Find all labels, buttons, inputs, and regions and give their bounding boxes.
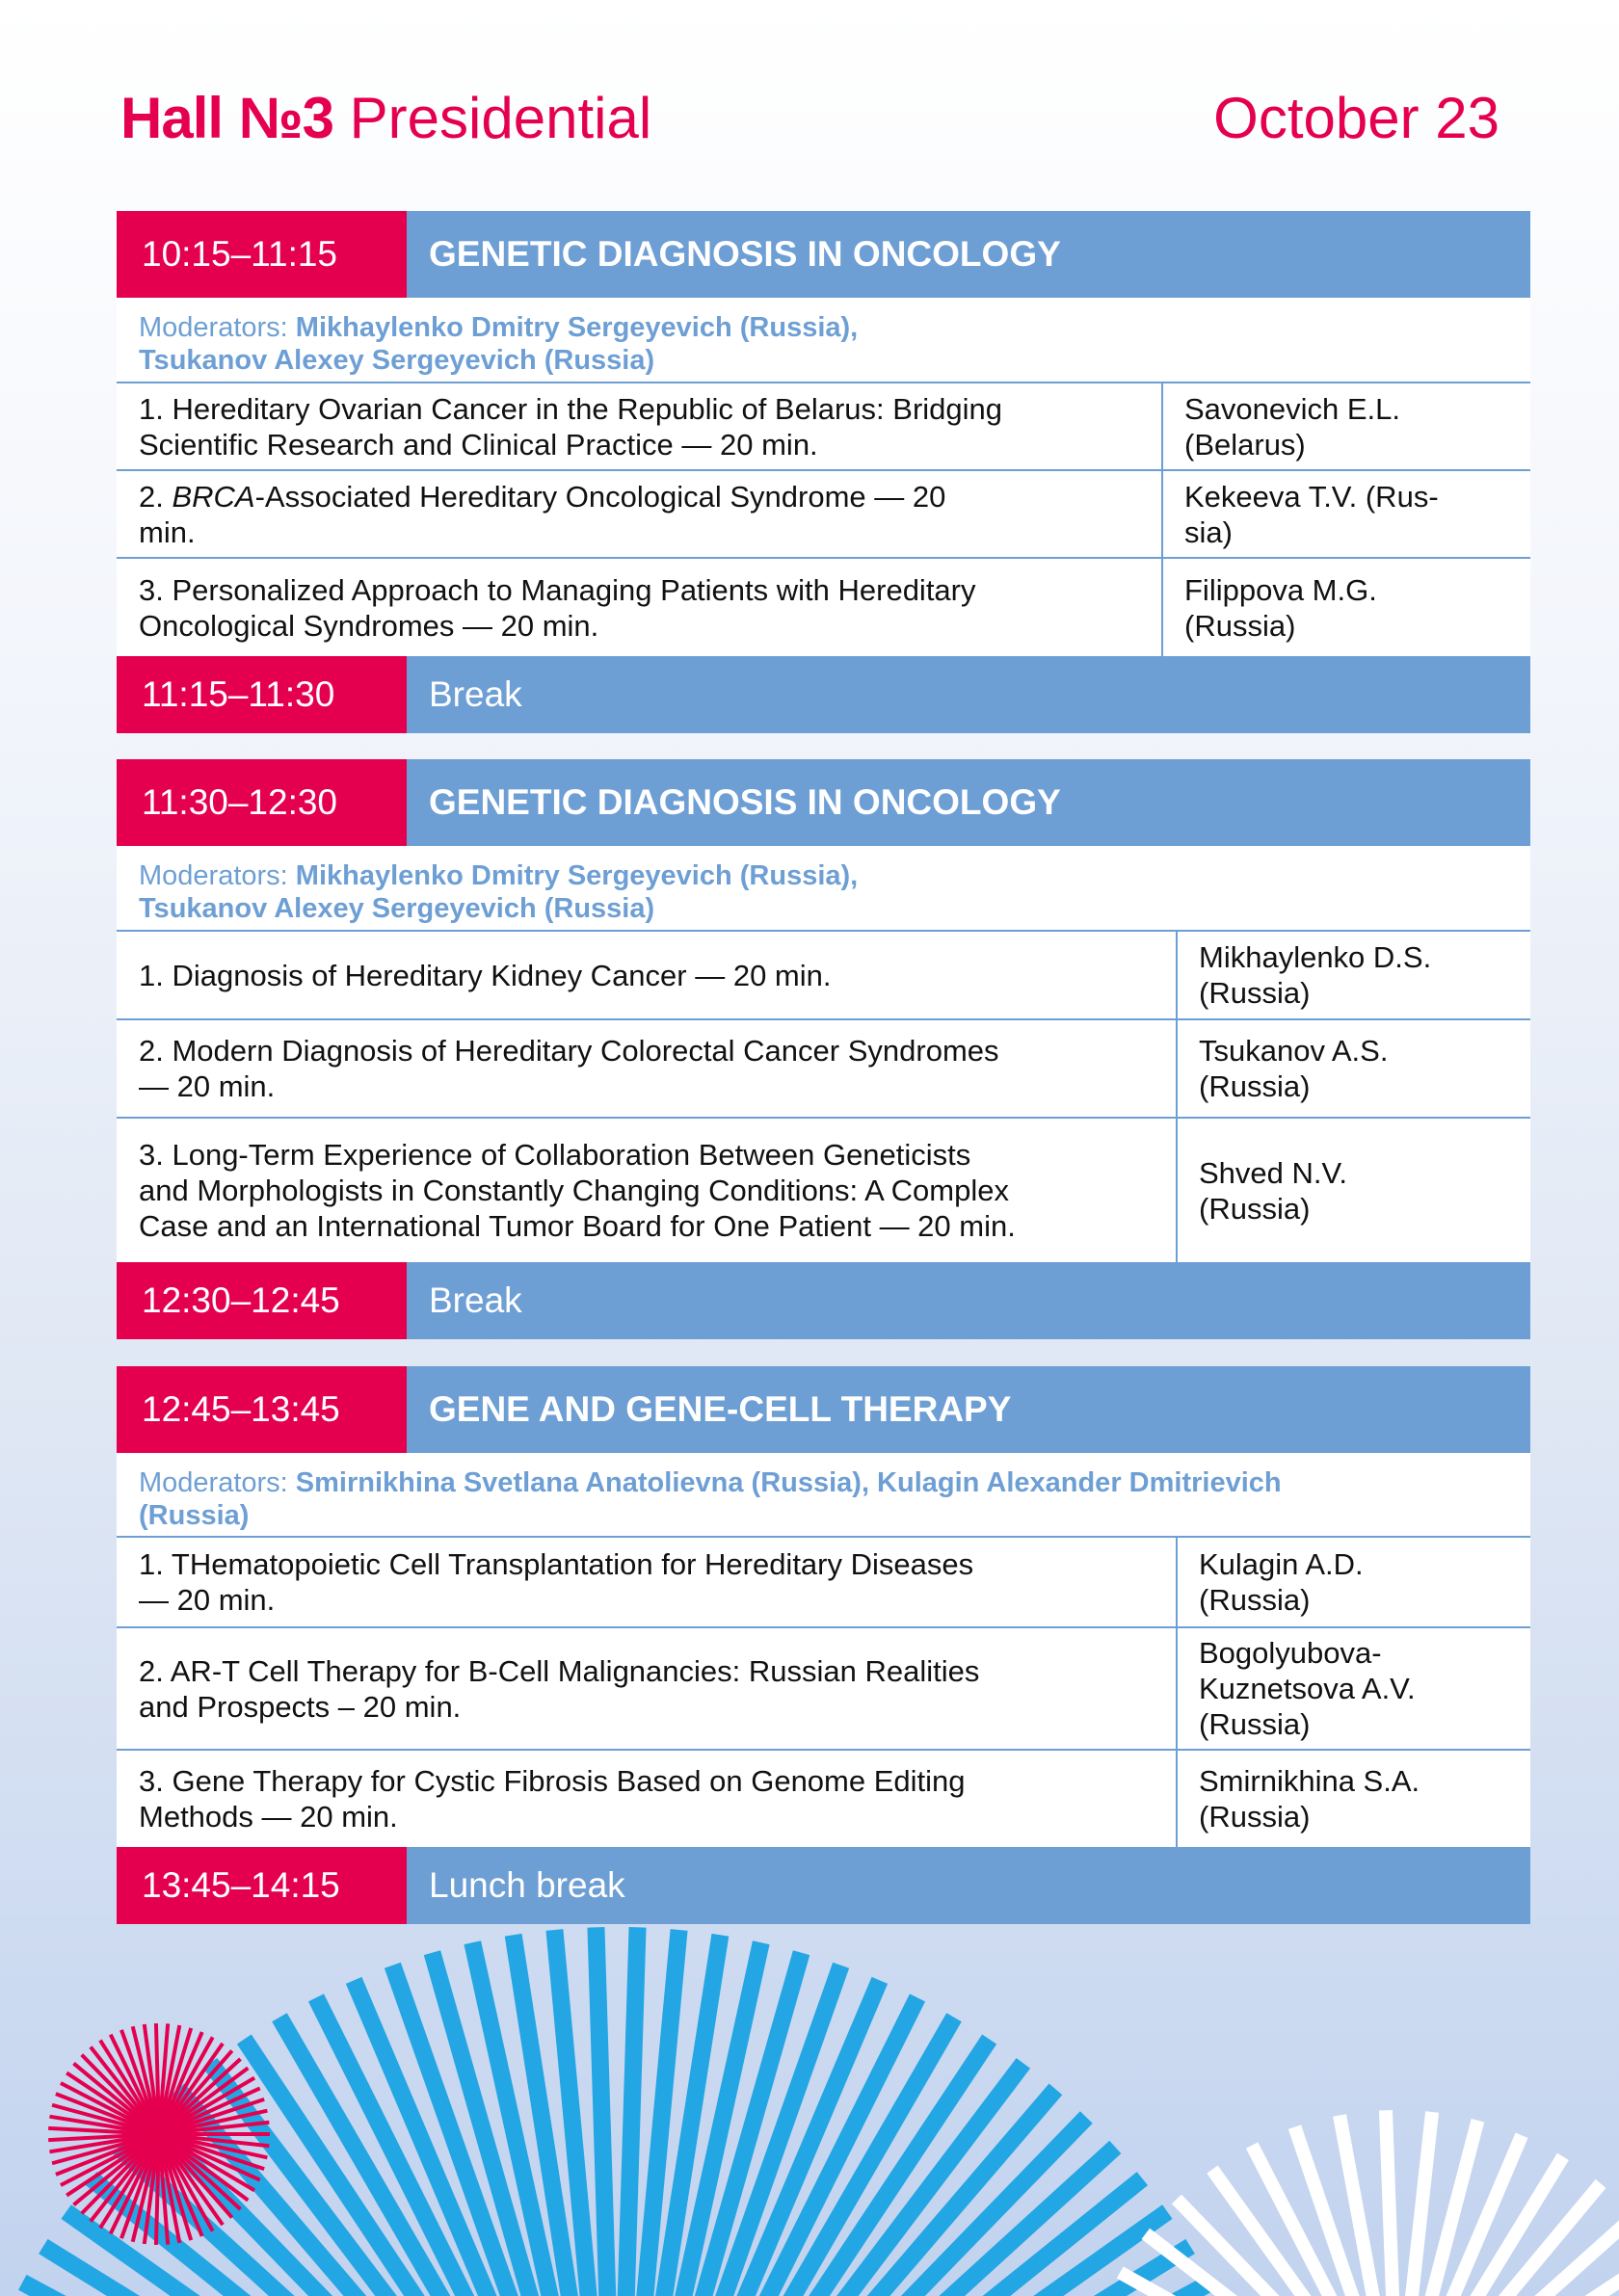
speaker-name: Bogolyubova- [1199, 1636, 1382, 1670]
speaker-country: (Russia) [1199, 1800, 1311, 1834]
talk-title [117, 1628, 1178, 1749]
talk-speaker [1178, 1119, 1530, 1262]
talk-title [117, 1751, 1178, 1847]
moderators-line1: Smirnikhina Svetlana Anatolievna (Russia), Kulagin Alexander Dmitrievich [295, 1467, 1282, 1498]
talk-title-line: and Morphologists in Constantly Changing Conditions: A Complex [139, 1174, 1009, 1207]
session-title: GENETIC DIAGNOSIS IN ONCOLOGY [407, 211, 1530, 298]
talk-speaker [1163, 383, 1530, 469]
speaker-name: Tsukanov A.S. [1199, 1034, 1389, 1068]
moderators-line1: Mikhaylenko Dmitry Sergeyevich (Russia), [295, 860, 859, 891]
break-label: Break [407, 656, 1530, 733]
speaker-country: (Russia) [1199, 1707, 1311, 1741]
moderators [117, 846, 1530, 930]
talk-title-line: 2. Modern Diagnosis of Hereditary Colorectal Cancer Syndromes [139, 1034, 999, 1068]
talk-title-line: 1. THematopoietic Cell Transplantation for Hereditary Diseases [139, 1547, 974, 1581]
break-row [117, 1847, 1530, 1924]
speaker-name: Kekeeva T.V. (Rus- [1184, 479, 1439, 514]
talk-title [117, 383, 1163, 469]
session-2 [117, 759, 1530, 1339]
talk-title-line: Case and an International Tumor Board for One Patient — 20 min. [139, 1209, 1016, 1243]
page-header [0, 0, 1619, 193]
speaker-name: Savonevich E.L. [1184, 391, 1401, 426]
moderators-label: Moderators: [139, 1467, 288, 1498]
speaker-country: (Russia) [1184, 608, 1296, 643]
hall-name: Presidential [349, 86, 652, 150]
break-label: Lunch break [407, 1847, 1530, 1924]
speaker-country: (Russia) [1199, 976, 1311, 1010]
talk-speaker [1178, 1020, 1530, 1117]
speaker-country: (Russia) [1199, 1069, 1311, 1103]
talk-row [117, 557, 1530, 656]
talk-speaker [1178, 932, 1530, 1018]
talk-title [117, 1538, 1178, 1626]
session-title: GENETIC DIAGNOSIS IN ONCOLOGY [407, 759, 1530, 846]
talk-speaker [1178, 1751, 1530, 1847]
moderators-line2: (Russia) [139, 1500, 250, 1531]
talk-row [117, 382, 1530, 469]
session-time: 12:45–13:45 [117, 1366, 407, 1453]
talk-title [117, 932, 1178, 1018]
break-label: Break [407, 1262, 1530, 1339]
talk-title-line: -Associated Hereditary Oncological Syndrome — 20 [254, 479, 946, 514]
burst-ray [1386, 2110, 1394, 2296]
speaker-country: (Belarus) [1184, 427, 1306, 462]
break-time: 12:30–12:45 [117, 1262, 407, 1339]
talk-speaker [1163, 471, 1530, 557]
talk-title-line: Oncological Syndromes — 20 min. [139, 608, 599, 643]
moderators-label: Moderators: [139, 860, 288, 891]
break-time: 13:45–14:15 [117, 1847, 407, 1924]
talk-title [117, 1119, 1178, 1262]
session-header [117, 211, 1530, 298]
speaker-name: Shved N.V. [1199, 1155, 1347, 1190]
talk-title-line: and Prospects – 20 min. [139, 1689, 462, 1724]
talk-speaker [1178, 1628, 1530, 1749]
session-time: 10:15–11:15 [117, 211, 407, 298]
talk-title [117, 1020, 1178, 1117]
talk-row [117, 469, 1530, 557]
talk-title-line: Scientific Research and Clinical Practice — 20 min. [139, 427, 818, 462]
talk-title-line: 3. Long-Term Experience of Collaboration Between Geneticists [139, 1138, 971, 1172]
talk-title-line: min. [139, 515, 196, 549]
talk-title-line: 2. AR-T Cell Therapy for B-Cell Malignancies: Russian Realities [139, 1653, 980, 1688]
burst-ray [623, 1927, 638, 2296]
talk-title [117, 559, 1163, 656]
talk-title [117, 471, 1163, 557]
talk-row [117, 1749, 1530, 1847]
talk-row [117, 930, 1530, 1018]
moderators-line2: Tsukanov Alexey Sergeyevich (Russia) [139, 345, 655, 376]
talk-row [117, 1536, 1530, 1626]
session-header [117, 1366, 1530, 1453]
speaker-country: (Russia) [1199, 1583, 1311, 1617]
burst-ray [1407, 2112, 1432, 2296]
burst-ray [596, 1927, 611, 2296]
speaker-name: Kulagin A.D. [1199, 1547, 1364, 1581]
hall-prefix: Hall [120, 86, 224, 150]
speaker-name: Filippova M.G. [1184, 572, 1377, 607]
moderators-line2: Tsukanov Alexey Sergeyevich (Russia) [139, 893, 655, 924]
talk-title-line: — 20 min. [139, 1069, 276, 1103]
session-3 [117, 1366, 1530, 1924]
moderators-label: Moderators: [139, 312, 288, 343]
moderators [117, 1453, 1530, 1536]
talk-row [117, 1117, 1530, 1262]
speaker-country: (Russia) [1199, 1191, 1311, 1226]
speaker-name: Smirnikhina S.A. [1199, 1764, 1420, 1798]
speaker-name: Kuznetsova A.V. [1199, 1672, 1416, 1705]
talk-speaker [1178, 1538, 1530, 1626]
speaker-name: Mikhaylenko D.S. [1199, 940, 1432, 974]
moderators [117, 298, 1530, 382]
break-time: 11:15–11:30 [117, 656, 407, 733]
talk-title-line: Methods — 20 min. [139, 1800, 398, 1834]
session-time: 11:30–12:30 [117, 759, 407, 846]
session-1 [117, 211, 1530, 733]
talk-title-line: 3. Personalized Approach to Managing Patients with Hereditary [139, 572, 976, 607]
talk-row [117, 1018, 1530, 1117]
break-row [117, 656, 1530, 733]
session-title: GENE AND GENE-CELL THERAPY [407, 1366, 1530, 1453]
hall-title [120, 85, 651, 151]
speaker-country: sia) [1184, 515, 1233, 549]
talk-number: 2. [139, 479, 173, 514]
hall-number: №3 [238, 86, 333, 150]
break-row [117, 1262, 1530, 1339]
talk-speaker [1163, 559, 1530, 656]
talk-row [117, 1626, 1530, 1749]
event-date: October 23 [1213, 86, 1500, 150]
moderators-line1: Mikhaylenko Dmitry Sergeyevich (Russia), [295, 312, 859, 343]
gene-name-italic: BRCA [172, 479, 255, 514]
session-header [117, 759, 1530, 846]
talk-title-line: 1. Diagnosis of Hereditary Kidney Cancer — 20 min. [139, 958, 832, 992]
talk-title-line: — 20 min. [139, 1583, 276, 1617]
talk-title-line: 1. Hereditary Ovarian Cancer in the Republic of Belarus: Bridging [139, 391, 1003, 426]
talk-title-line: 3. Gene Therapy for Cystic Fibrosis Based on Genome Editing [139, 1764, 966, 1798]
